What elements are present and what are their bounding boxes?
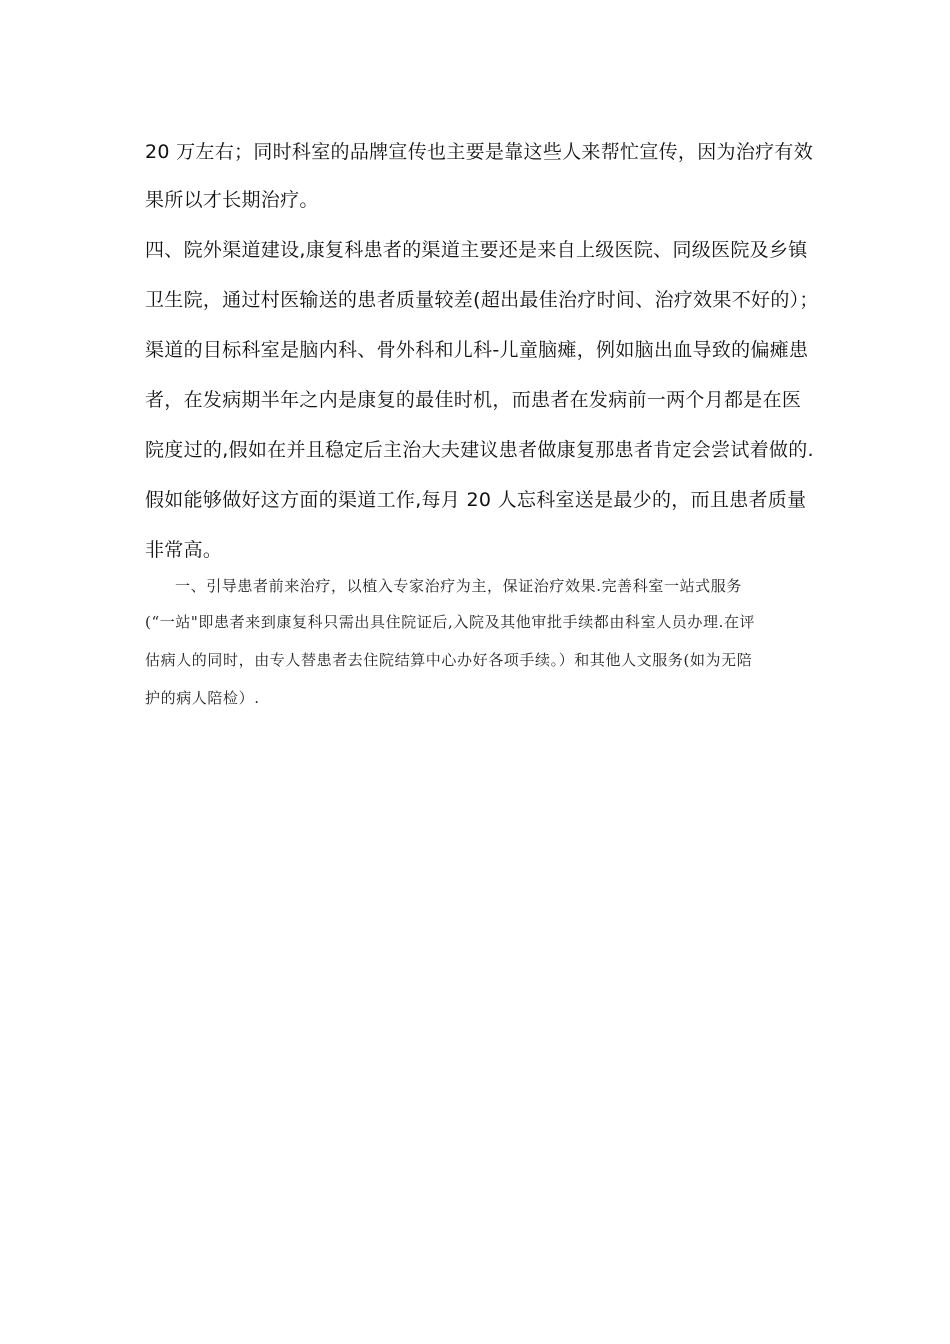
paragraph-line: 一、引导患者前来治疗，以植入专家治疗为主，保证治疗效果.完善科室一站式服务 (175, 577, 742, 595)
paragraph-line: 渠道的目标科室是脑内科、骨外科和儿科-儿童脑瘫，例如脑出血导致的偏瘫患 (145, 339, 809, 361)
paragraph-line: 四、院外渠道建设,康复科患者的渠道主要还是来自上级医院、同级医院及乡镇 (145, 239, 808, 261)
paragraph-line: (“一站"即患者来到康复科只需出具住院证后,入院及其他审批手续都由科室人员办理.在评 (145, 613, 756, 631)
paragraph-line: 估病人的同时，由专人替患者去住院结算中心办好各项手续。）和其他人文服务(如为无陪 (145, 651, 753, 669)
paragraph-line: 假如能够做好这方面的渠道工作,每月 20 人忘科室送是最少的，而且患者质量 (145, 489, 807, 511)
paragraph-line: 护的病人陪检）. (145, 689, 260, 707)
paragraph-line: 20 万左右；同时科室的品牌宣传也主要是靠这些人来帮忙宣传，因为治疗有效 (145, 141, 814, 163)
paragraph-line: 者，在发病期半年之内是康复的最佳时机，而患者在发病前一两个月都是在医 (145, 389, 802, 411)
paragraph-line: 院度过的,假如在并且稳定后主治大夫建议患者做康复那患者肯定会尝试着做的. (145, 439, 814, 461)
paragraph-line: 非常高。 (145, 539, 223, 561)
paragraph-line: 卫生院，通过村医输送的患者质量较差(超出最佳治疗时间、治疗效果不好的）； (145, 289, 819, 311)
paragraph-line: 果所以才长期治疗。 (145, 189, 319, 211)
